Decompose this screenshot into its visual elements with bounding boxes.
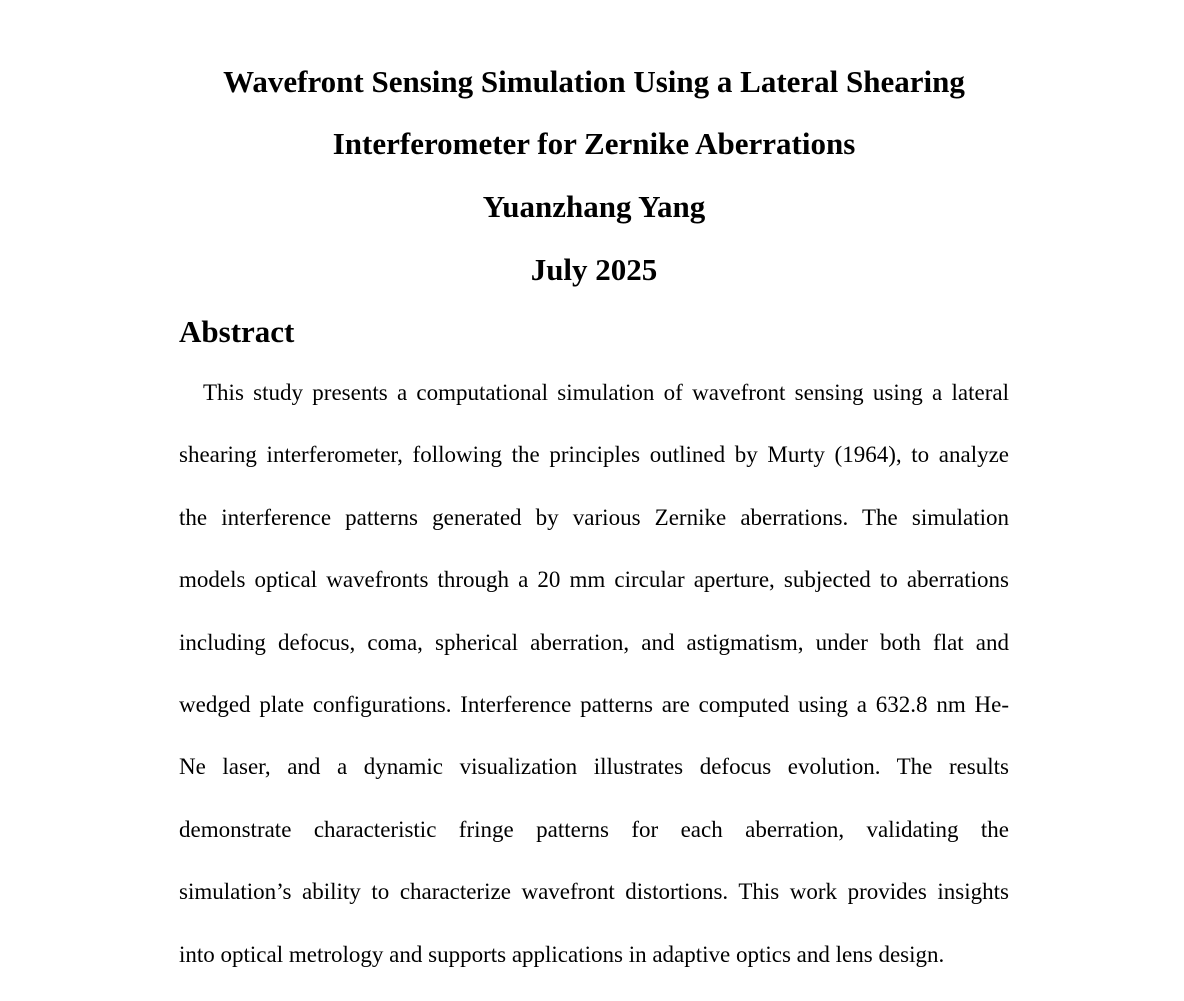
author-name: Yuanzhang Yang (482, 189, 706, 224)
abstract-body (179, 375, 1009, 999)
abstract-line: Ne laser, and a dynamic visualization illustrates defocus evolution. The results (179, 754, 1009, 780)
paper-title-line-2: Interferometer for Zernike Aberrations (332, 126, 856, 161)
abstract-line: simulation’s ability to characterize wavefront distortions. This work provides insights (179, 879, 1009, 905)
abstract-line: This study presents a computational simulation of wavefront sensing using a lateral (203, 380, 1009, 405)
abstract-line: models optical wavefronts through a 20 mm circular aperture, subjected to aberrations (179, 567, 1009, 593)
abstract-line: demonstrate characteristic fringe patterns for each aberration, validating the (179, 816, 1009, 842)
abstract-line: wedged plate configurations. Interference patterns are computed using a 632.8 nm He- (179, 691, 1009, 717)
abstract-line: shearing interferometer, following the principles outlined by Murty (1964), to analyze (179, 442, 1009, 468)
publication-date: July 2025 (530, 252, 658, 287)
abstract-line: the interference patterns generated by various Zernike aberrations. The simulation (179, 504, 1009, 530)
abstract-heading: Abstract (179, 314, 295, 349)
abstract-line: including defocus, coma, spherical aberration, and astigmatism, under both flat and (179, 629, 1009, 655)
abstract-line: into optical metrology and supports applications in adaptive optics and lens design. (179, 941, 945, 967)
paper-title-line-1: Wavefront Sensing Simulation Using a Lateral Shearing (223, 64, 965, 99)
